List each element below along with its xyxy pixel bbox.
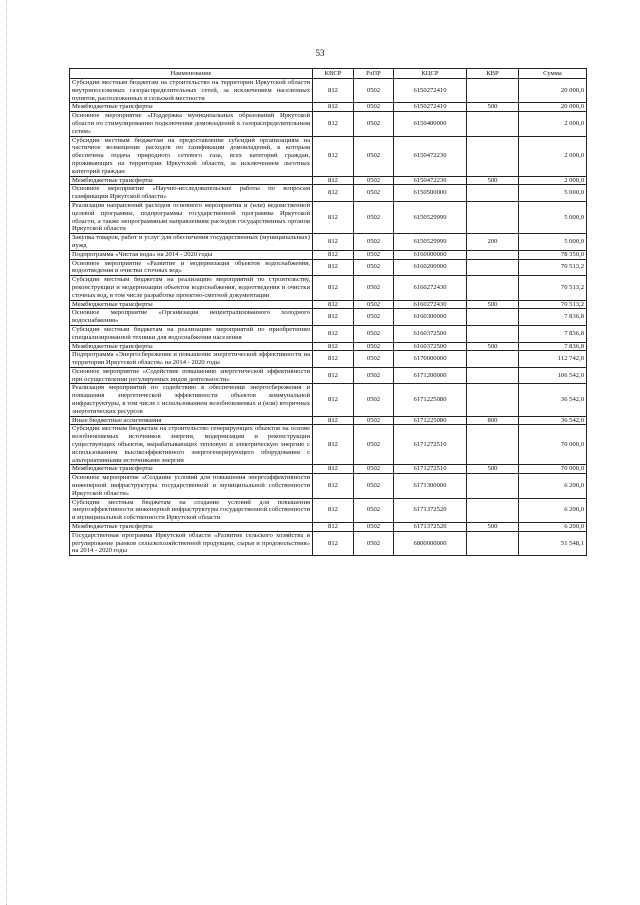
cell-rzpr: 0502 xyxy=(354,234,394,251)
cell-kcsr: 6150272410 xyxy=(394,79,467,103)
cell-name: Межбюджетные трансферты xyxy=(70,342,313,351)
cell-kcsr: 6160300000 xyxy=(394,309,467,326)
cell-kvsr: 812 xyxy=(313,384,354,416)
cell-kvsr: 812 xyxy=(313,201,354,233)
cell-kvr xyxy=(467,531,519,555)
cell-rzpr: 0502 xyxy=(354,416,394,425)
table-row xyxy=(70,176,587,185)
cell-kvsr: 812 xyxy=(313,342,354,351)
cell-name: Государственная программа Иркутской области «Развитие сельского хозяйства и регулирование рынков сельскохозяйственной продукции, сырья и продовольствия» на 2014 - 2020 годы xyxy=(70,531,313,555)
cell-kvr: 200 xyxy=(467,234,519,251)
header-kvsr: КВСР xyxy=(313,69,354,79)
cell-kvsr: 812 xyxy=(313,276,354,300)
cell-kcsr: 6160200000 xyxy=(394,259,467,276)
cell-kcsr: 6171372520 xyxy=(394,498,467,522)
cell-rzpr: 0502 xyxy=(354,523,394,532)
cell-kvsr: 812 xyxy=(313,531,354,555)
cell-rzpr: 0502 xyxy=(354,79,394,103)
cell-name: Межбюджетные трансферты xyxy=(70,176,313,185)
cell-name: Субсидии местным бюджетам на строительство генерирующих объектов на основе возобновляемых источников энергии, модернизации и реконструкции существующих объектов, вырабатывающих тепловую и электрическую энергию с использованием высокоэффективного энергогенерирующего оборудования с альтернативными источниками энергии xyxy=(70,425,313,465)
cell-rzpr: 0502 xyxy=(354,384,394,416)
table-row xyxy=(70,103,587,112)
cell-sum: 2 000,0 xyxy=(519,176,587,185)
cell-kvr xyxy=(467,276,519,300)
cell-sum: 106 542,0 xyxy=(519,367,587,384)
cell-kcsr: 6160372500 xyxy=(394,342,467,351)
cell-kvsr: 812 xyxy=(313,136,354,176)
cell-kcsr: 6171272510 xyxy=(394,465,467,474)
cell-kvr: 500 xyxy=(467,300,519,309)
cell-sum: 112 742,0 xyxy=(519,351,587,368)
table-row xyxy=(70,351,587,368)
cell-kvr: 500 xyxy=(467,176,519,185)
cell-rzpr: 0502 xyxy=(354,185,394,202)
cell-kvsr: 812 xyxy=(313,474,354,498)
cell-rzpr: 0502 xyxy=(354,103,394,112)
page-edge xyxy=(0,0,7,905)
cell-sum: 36 542,0 xyxy=(519,416,587,425)
cell-rzpr: 0502 xyxy=(354,325,394,342)
cell-kvsr: 812 xyxy=(313,112,354,136)
table-row xyxy=(70,276,587,300)
cell-name: Основное мероприятие «Поддержка муниципальных образований Иркутской области по стимулированию подключения домовладений к газораспределительным сетям» xyxy=(70,112,313,136)
cell-kvsr: 812 xyxy=(313,309,354,326)
cell-name: Субсидии местным бюджетам на строительство на территории Иркутской области внутрипоселковых газораспределительных сетей, за исключением населенных пунктов, расположенных в сельской местности xyxy=(70,79,313,103)
cell-name: Межбюджетные трансферты xyxy=(70,300,313,309)
cell-kvsr: 812 xyxy=(313,351,354,368)
cell-sum: 7 836,8 xyxy=(519,309,587,326)
cell-kcsr: 6171225080 xyxy=(394,416,467,425)
cell-kcsr: 6150272410 xyxy=(394,103,467,112)
cell-rzpr: 0502 xyxy=(354,425,394,465)
cell-kvsr: 812 xyxy=(313,79,354,103)
cell-kcsr: 6150529999 xyxy=(394,201,467,233)
budget-table xyxy=(69,68,587,556)
cell-name: Межбюджетные трансферты xyxy=(70,103,313,112)
cell-kvr xyxy=(467,351,519,368)
cell-rzpr: 0502 xyxy=(354,309,394,326)
cell-rzpr: 0502 xyxy=(354,300,394,309)
table-row xyxy=(70,342,587,351)
cell-sum: 70 000,0 xyxy=(519,465,587,474)
table-row xyxy=(70,531,587,555)
cell-kvsr: 812 xyxy=(313,103,354,112)
cell-sum: 6 200,0 xyxy=(519,474,587,498)
cell-name: Основное мероприятие «Организация нецентрализованного холодного водоснабжения» xyxy=(70,309,313,326)
cell-kvsr: 812 xyxy=(313,185,354,202)
cell-rzpr: 0502 xyxy=(354,276,394,300)
header-rzpr: РзПР xyxy=(354,69,394,79)
cell-kvr xyxy=(467,185,519,202)
cell-name: Субсидии местным бюджетам на реализацию мероприятий по приобретению специализированной техники для водоснабжения населения xyxy=(70,325,313,342)
cell-kcsr: 6171272510 xyxy=(394,425,467,465)
cell-kvr xyxy=(467,425,519,465)
table-row xyxy=(70,300,587,309)
cell-sum: 20 000,0 xyxy=(519,103,587,112)
cell-kvr xyxy=(467,367,519,384)
table-header-row xyxy=(70,69,587,79)
cell-sum: 2 000,0 xyxy=(519,136,587,176)
table-row xyxy=(70,325,587,342)
cell-kvr xyxy=(467,384,519,416)
table-row xyxy=(70,309,587,326)
cell-rzpr: 0502 xyxy=(354,474,394,498)
cell-rzpr: 0502 xyxy=(354,201,394,233)
cell-name: Субсидии местным бюджетам на предоставление субсидий организациям на частичное возмещение расходов по газификации домовладений, к которым обеспечена подача природного сетевого газа, всех категорий граждан, проживающих на территории Иркутской области, за исключением льготных категорий граждан xyxy=(70,136,313,176)
cell-kcsr: 6171372520 xyxy=(394,523,467,532)
cell-kcsr: 6160272430 xyxy=(394,276,467,300)
cell-name: Реализация направлений расходов основного мероприятия и (или) ведомственной целевой программы, подпрограммы государственной программы Иркутской области, а также непрограммным направлениям расходов государственных органов Иркутской области xyxy=(70,201,313,233)
cell-rzpr: 0502 xyxy=(354,465,394,474)
cell-name: Реализация мероприятий по содействию в обеспечении энергосбережения и повышения энергетической эффективности объектов коммунальной инфраструктуры, в том числе с использованием возобновляемых и (или) вторичных энергетических ресурсов xyxy=(70,384,313,416)
cell-name: Подпрограмма «Энергосбережение и повышение энергетической эффективности на территории Иркутской области» на 2014 - 2020 годы xyxy=(70,351,313,368)
cell-sum: 51 548,1 xyxy=(519,531,587,555)
cell-sum: 6 200,0 xyxy=(519,498,587,522)
cell-kcsr: 6170000000 xyxy=(394,351,467,368)
table-row xyxy=(70,185,587,202)
cell-sum: 7 836,8 xyxy=(519,342,587,351)
cell-kcsr: 6160272430 xyxy=(394,300,467,309)
cell-rzpr: 0502 xyxy=(354,367,394,384)
cell-name: Межбюджетные трансферты xyxy=(70,465,313,474)
cell-kcsr: 6150472230 xyxy=(394,176,467,185)
cell-kvsr: 812 xyxy=(313,367,354,384)
header-sum: Сумма xyxy=(519,69,587,79)
cell-kvr: 500 xyxy=(467,465,519,474)
cell-kvr xyxy=(467,250,519,259)
cell-name: Субсидии местным бюджетам на создание условий для повышения энергоэффективности инженерной инфраструктуры государственной собственности и муниципальной собственности Иркутской области xyxy=(70,498,313,522)
cell-kvsr: 812 xyxy=(313,498,354,522)
cell-kcsr: 6171200000 xyxy=(394,367,467,384)
cell-rzpr: 0502 xyxy=(354,250,394,259)
table-row xyxy=(70,498,587,522)
cell-kcsr: 6171300000 xyxy=(394,474,467,498)
table-body xyxy=(70,79,587,556)
cell-kcsr: 6150400000 xyxy=(394,112,467,136)
cell-kvsr: 812 xyxy=(313,425,354,465)
table-row xyxy=(70,201,587,233)
cell-kcsr: 6150500000 xyxy=(394,185,467,202)
page-number: 53 xyxy=(315,48,325,58)
cell-kvr xyxy=(467,325,519,342)
cell-rzpr: 0502 xyxy=(354,259,394,276)
cell-kvsr: 812 xyxy=(313,523,354,532)
cell-rzpr: 0502 xyxy=(354,351,394,368)
cell-name: Межбюджетные трансферты xyxy=(70,523,313,532)
table-row xyxy=(70,234,587,251)
table-row xyxy=(70,79,587,103)
cell-sum: 70 513,2 xyxy=(519,300,587,309)
cell-kvr xyxy=(467,79,519,103)
table-row xyxy=(70,416,587,425)
cell-kvr xyxy=(467,112,519,136)
cell-name: Подпрограмма «Чистая вода» на 2014 - 2020 годы xyxy=(70,250,313,259)
table-row xyxy=(70,259,587,276)
cell-kvr: 500 xyxy=(467,103,519,112)
cell-name: Основное мероприятие «Научно-исследовательские работы по вопросам газификации Иркутской области» xyxy=(70,185,313,202)
cell-sum: 6 200,0 xyxy=(519,523,587,532)
table-row xyxy=(70,425,587,465)
table-row xyxy=(70,523,587,532)
cell-kvr: 800 xyxy=(467,416,519,425)
cell-kcsr: 6160000000 xyxy=(394,250,467,259)
cell-name: Основное мероприятие «Создание условий для повышения энергоэффективности инженерной инфраструктуры государственной и муниципальной собственности Иркутской области» xyxy=(70,474,313,498)
cell-rzpr: 0502 xyxy=(354,176,394,185)
cell-sum: 70 513,2 xyxy=(519,259,587,276)
cell-kvsr: 812 xyxy=(313,259,354,276)
cell-name: Закупка товаров, работ и услуг для обеспечения государственных (муниципальных) нужд xyxy=(70,234,313,251)
cell-kvr xyxy=(467,309,519,326)
cell-sum: 20 000,0 xyxy=(519,79,587,103)
header-kvr: КВР xyxy=(467,69,519,79)
cell-kcsr: 6171225080 xyxy=(394,384,467,416)
cell-sum: 5 000,0 xyxy=(519,185,587,202)
cell-sum: 5 000,0 xyxy=(519,201,587,233)
cell-sum: 36 542,0 xyxy=(519,384,587,416)
table-row xyxy=(70,384,587,416)
table-row xyxy=(70,465,587,474)
cell-sum: 5 000,0 xyxy=(519,234,587,251)
cell-sum: 70 000,0 xyxy=(519,425,587,465)
table-row xyxy=(70,474,587,498)
header-kcsr: КЦСР xyxy=(394,69,467,79)
cell-rzpr: 0502 xyxy=(354,136,394,176)
cell-sum: 78 350,0 xyxy=(519,250,587,259)
cell-rzpr: 0502 xyxy=(354,112,394,136)
cell-kvr: 500 xyxy=(467,523,519,532)
cell-name: Основное мероприятие «Содействие повышению энергетической эффективности при осуществлении регулируемых видов деятельности» xyxy=(70,367,313,384)
cell-rzpr: 0502 xyxy=(354,342,394,351)
cell-rzpr: 0502 xyxy=(354,498,394,522)
cell-kvsr: 812 xyxy=(313,234,354,251)
table-row xyxy=(70,136,587,176)
cell-name: Иные бюджетные ассигнования xyxy=(70,416,313,425)
cell-kvr: 500 xyxy=(467,342,519,351)
table-row xyxy=(70,367,587,384)
cell-sum: 7 836,8 xyxy=(519,325,587,342)
cell-rzpr: 0502 xyxy=(354,531,394,555)
cell-kvr xyxy=(467,498,519,522)
cell-sum: 2 000,0 xyxy=(519,112,587,136)
cell-kvsr: 812 xyxy=(313,176,354,185)
cell-kcsr: 6160372500 xyxy=(394,325,467,342)
cell-kvr xyxy=(467,201,519,233)
header-name: Наименование xyxy=(70,69,313,79)
cell-name: Субсидии местным бюджетам на реализацию мероприятий по строительству, реконструкции и модернизации объектов водоснабжения, водоотведения и очистки сточных вод, в том числе разработке проектно-сметной документации xyxy=(70,276,313,300)
table-row xyxy=(70,112,587,136)
cell-kvr xyxy=(467,136,519,176)
cell-kvsr: 812 xyxy=(313,325,354,342)
cell-kcsr: 6150529999 xyxy=(394,234,467,251)
cell-kvsr: 812 xyxy=(313,300,354,309)
cell-kvsr: 812 xyxy=(313,416,354,425)
cell-kvr xyxy=(467,259,519,276)
table-row xyxy=(70,250,587,259)
cell-kvr xyxy=(467,474,519,498)
cell-sum: 70 513,2 xyxy=(519,276,587,300)
cell-name: Основное мероприятие «Развитие и модернизация объектов водоснабжения, водоотведения и очистки сточных вод» xyxy=(70,259,313,276)
cell-kcsr: 6150472230 xyxy=(394,136,467,176)
cell-kcsr: 6800000000 xyxy=(394,531,467,555)
cell-kvsr: 812 xyxy=(313,465,354,474)
cell-kvsr: 812 xyxy=(313,250,354,259)
